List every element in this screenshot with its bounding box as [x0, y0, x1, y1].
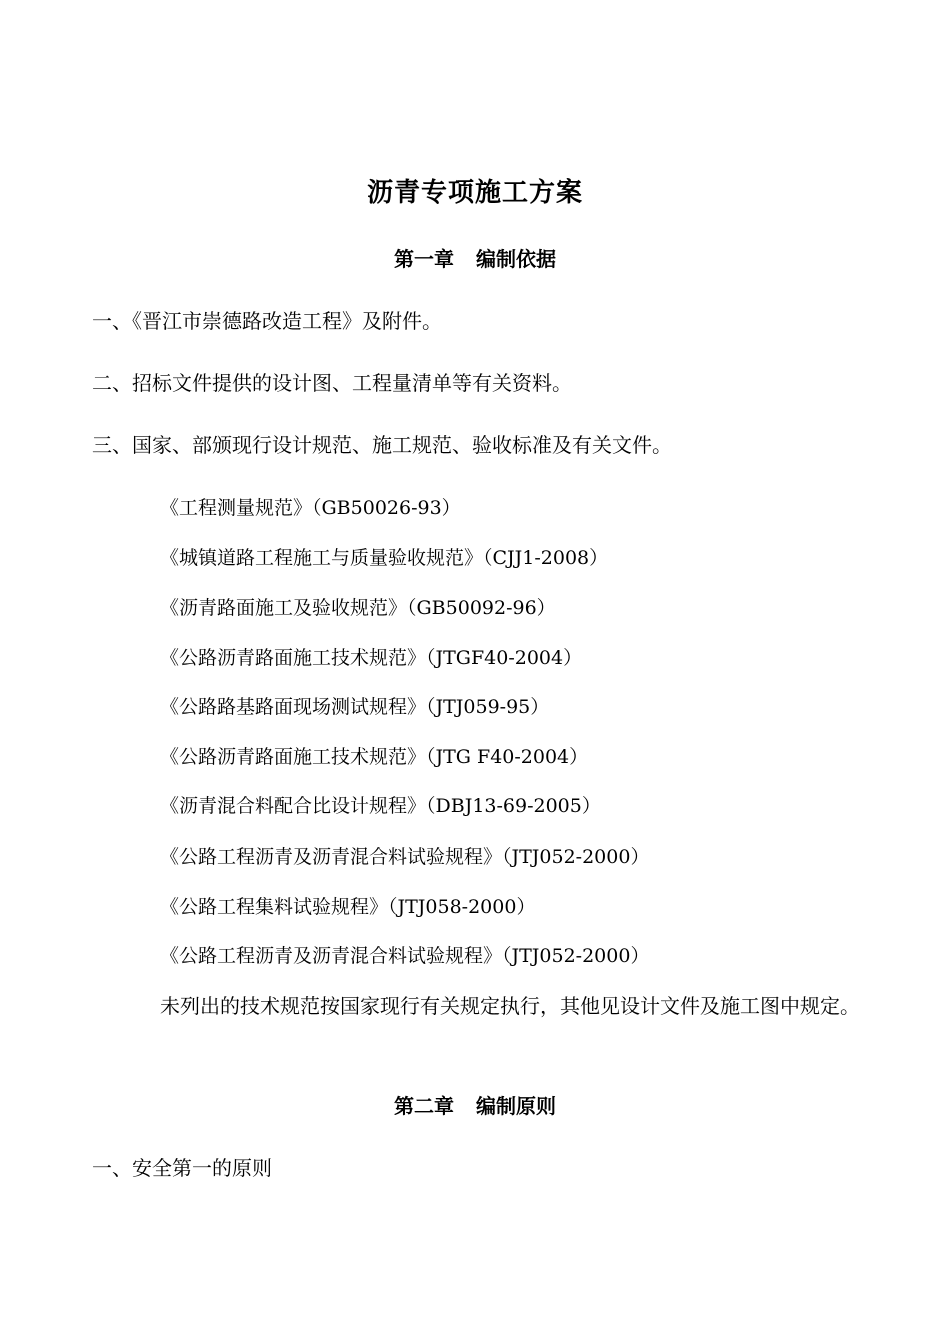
chapter-1-heading [0, 246, 950, 272]
principle-item-1: 一、安全第一的原则 [92, 1156, 272, 1180]
chapter-2-name: 编制原则 [476, 1094, 556, 1118]
reference-item: 《沥青混合料配合比设计规程》（DBJ13-69-2005） [160, 795, 601, 817]
chapter-1-name: 编制依据 [476, 247, 556, 271]
reference-item: 《公路路基路面现场测试规程》（JTJ059-95） [160, 696, 550, 718]
reference-item: 《公路工程沥青及沥青混合料试验规程》（JTJ052-2000） [160, 846, 650, 868]
reference-item: 《公路工程集料试验规程》（JTJ058-2000） [160, 896, 536, 918]
chapter-2-number: 第二章 [394, 1094, 454, 1118]
chapter-1-number: 第一章 [394, 247, 454, 271]
reference-item: 《公路工程沥青及沥青混合料试验规程》（JTJ052-2000） [160, 945, 650, 967]
reference-item: 《沥青路面施工及验收规范》（GB50092-96） [160, 597, 556, 619]
basis-note-paragraph: 未列出的技术规范按国家现行有关规定执行，其他见设计文件及施工图中规定。 [160, 994, 860, 1018]
reference-item: 《工程测量规范》（GB50026-93） [160, 497, 461, 519]
basis-item-1: 一、《晋江市崇德路改造工程》及附件。 [92, 309, 442, 333]
basis-item-2: 二、招标文件提供的设计图、工程量清单等有关资料。 [92, 371, 572, 395]
document-title: 沥青专项施工方案 [366, 178, 583, 208]
chapter-2-heading [0, 1093, 950, 1119]
reference-item: 《公路沥青路面施工技术规范》（JTG F40-2004） [160, 746, 589, 768]
reference-item: 《城镇道路工程施工与质量验收规范》（CJJ1-2008） [160, 547, 609, 569]
basis-item-3: 三、国家、部颁现行设计规范、施工规范、验收标准及有关文件。 [92, 433, 672, 457]
reference-item: 《公路沥青路面施工技术规范》（JTGF40-2004） [160, 647, 583, 669]
